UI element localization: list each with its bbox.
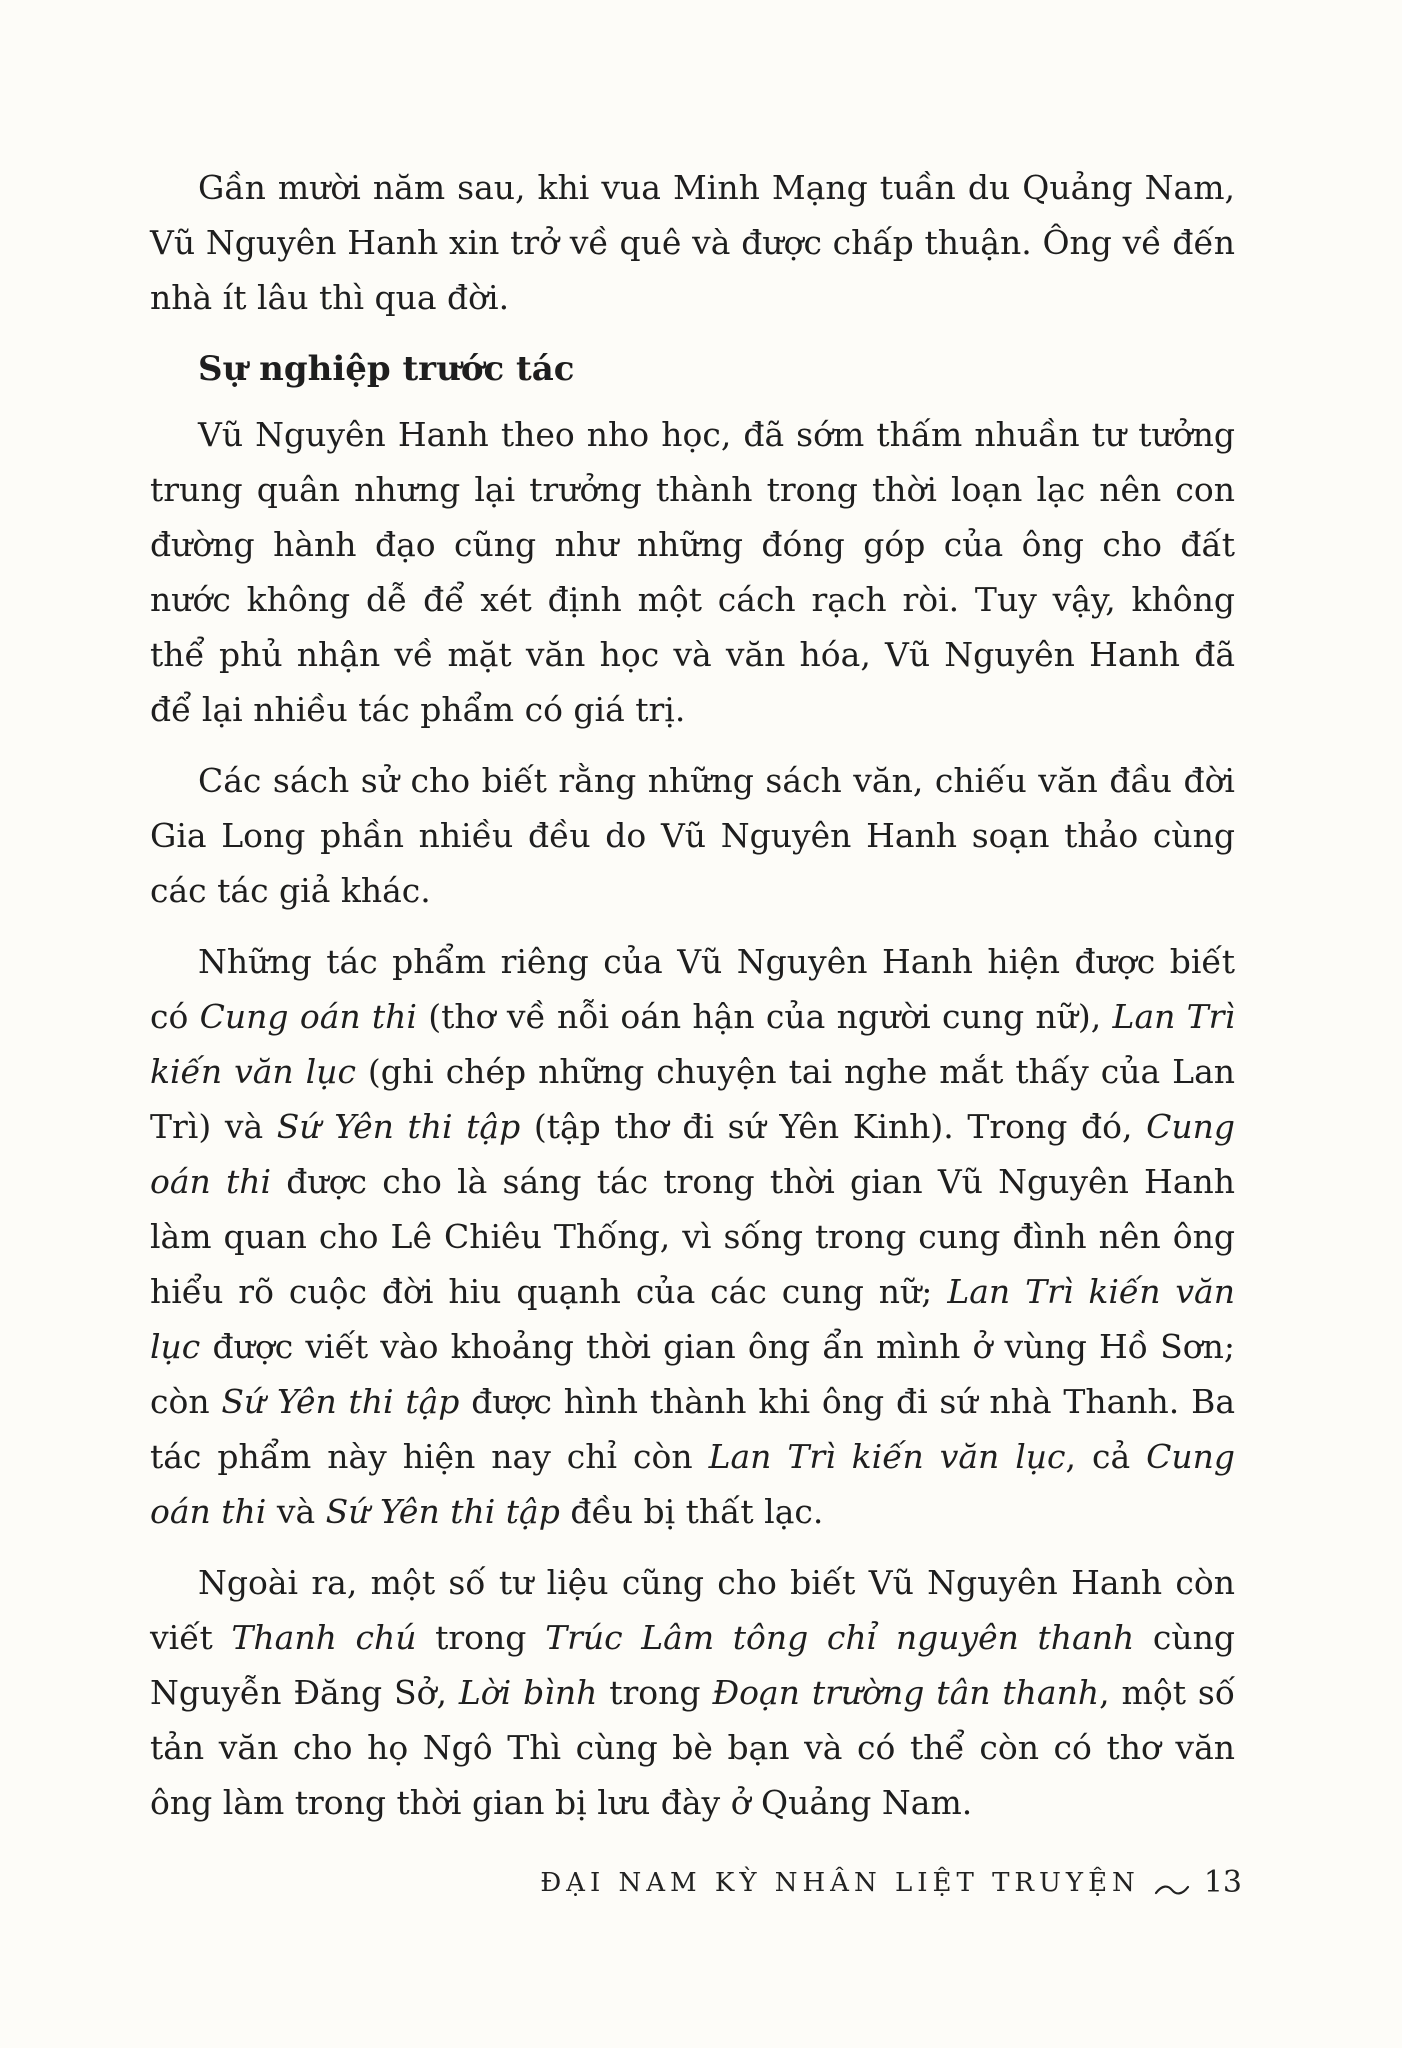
tilde-icon bbox=[1154, 1875, 1190, 1891]
work-title: Sứ Yên thi tập bbox=[221, 1382, 460, 1421]
paragraph-return-home: Gần mười năm sau, khi vua Minh Mạng tuần du Quảng Nam, Vũ Nguyên Hanh xin trở về quê và được chấp thuận. Ông về đến nhà ít lâu thì qua đời. bbox=[150, 168, 1235, 317]
work-title: Sứ Yên thi tập bbox=[276, 1107, 521, 1146]
text-run: Ngoài ra, một số tư liệu cũng cho biết Vũ Nguyên Hanh còn viết bbox=[150, 1563, 1235, 1657]
work-title: Trúc Lâm tông chỉ nguyên thanh bbox=[545, 1618, 1135, 1657]
page-body bbox=[150, 160, 1235, 1846]
text-run: (thơ về nỗi oán hận của người cung nữ), bbox=[416, 997, 1113, 1036]
text-run: trong bbox=[597, 1673, 713, 1712]
work-title: Cung oán thi bbox=[199, 997, 417, 1036]
paragraph-history-books: Các sách sử cho biết rằng những sách văn, chiếu văn đầu đời Gia Long phần nhiều đều do Vũ Nguyên Hanh soạn thảo cùng các tác giả khác. bbox=[150, 761, 1235, 910]
text-run: (ghi chép những chuyện tai nghe mắt thấy của Lan Trì) và bbox=[150, 1052, 1236, 1146]
work-title: Cung oán thi bbox=[150, 1437, 1235, 1531]
paragraph-other-works bbox=[150, 1555, 1235, 1830]
text-run: đều bị thất lạc. bbox=[559, 1492, 824, 1531]
work-title: Lan Trì kiến văn lục bbox=[150, 1272, 1235, 1366]
text-run: được hình thành khi ông đi sứ nhà Thanh. Ba tác phẩm này hiện nay chỉ còn bbox=[150, 1382, 1235, 1476]
text-run: và bbox=[266, 1492, 326, 1531]
work-title: Lan Trì kiến văn lục bbox=[150, 997, 1236, 1091]
paragraph-works bbox=[150, 934, 1235, 1539]
page-footer bbox=[540, 1865, 1242, 1900]
text-run: (tập thơ đi sứ Yên Kinh). Trong đó, bbox=[520, 1107, 1147, 1146]
running-title: ĐẠI NAM KỲ NHÂN LIỆT TRUYỆN bbox=[540, 1867, 1140, 1898]
work-title: Sứ Yên thi tập bbox=[325, 1492, 560, 1531]
paragraph-career: Vũ Nguyên Hanh theo nho học, đã sớm thấm nhuần tư tưởng trung quân nhưng lại trưởng thành trong thời loạn lạc nên con đường hành đạo cũng như những đóng góp của ông cho đất nước không dễ để xét định một cách rạch ròi. Tuy vậy, không thể phủ nhận về mặt văn học và văn hóa, Vũ Nguyên Hanh đã để lại nhiều tác phẩm có giá trị. bbox=[150, 415, 1235, 729]
page-number: 13 bbox=[1203, 1865, 1242, 1900]
text-run: , một số tản văn cho họ Ngô Thì cùng bè bạn và có thể còn có thơ văn ông làm trong thời gian bị lưu đày ở Quảng Nam. bbox=[150, 1673, 1236, 1822]
text-run: được cho là sáng tác trong thời gian Vũ Nguyên Hanh làm quan cho Lê Chiêu Thống, vì sống trong cung đình nên ông hiểu rõ cuộc đời hiu quạnh của các cung nữ; bbox=[150, 1162, 1235, 1311]
text-run: , cả bbox=[1065, 1437, 1147, 1476]
text-run: trong bbox=[416, 1618, 546, 1657]
work-title: Thanh chú bbox=[231, 1618, 417, 1657]
text-run: được viết vào khoảng thời gian ông ẩn mình ở vùng Hồ Sơn; còn bbox=[150, 1327, 1235, 1421]
text-run: Những tác phẩm riêng của Vũ Nguyên Hanh hiện được biết có bbox=[150, 942, 1235, 1036]
section-heading: Sự nghiệp trước tác bbox=[198, 349, 575, 389]
text-run: cùng Nguyễn Đăng Sở, bbox=[150, 1618, 1235, 1712]
work-title: Đoạn trường tân thanh bbox=[712, 1673, 1100, 1712]
work-title: Lan Trì kiến văn lục bbox=[708, 1437, 1066, 1476]
work-title: Lời bình bbox=[458, 1673, 598, 1712]
work-title: Cung oán thi bbox=[150, 1107, 1235, 1201]
